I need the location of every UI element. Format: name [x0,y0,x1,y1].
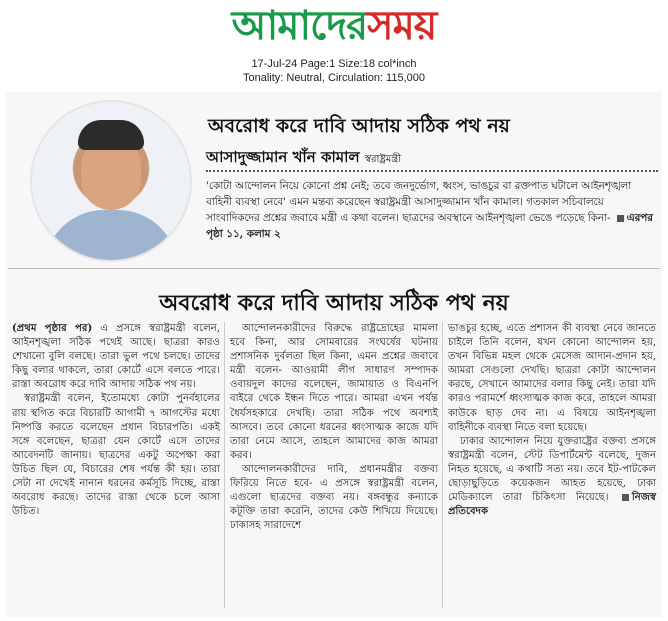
lead-quote [206,178,654,242]
clip-meta-date: 17-Jul-24 Page:1 Size:18 col*inch [251,58,417,70]
paragraph-text: ঢাকার আন্দোলন নিয়ে যুক্তরাষ্ট্রের বক্তব্য প্রসঙ্গে স্বরাষ্ট্রমন্ত্রী বলেন, স্টেট ডিপার্টমেন্ট বলেছে, দুজন নিহত হয়েছে, এ কথাটি সত্য নয়। তবে ইট-পাটকেল ছোড়াছুড়িতে কয়েকজন আহত হয়েছে, ঢাকা মেডিক্যালে তারা চিকিৎসা নিয়েছে। [448,435,656,504]
clip-meta-tonality: Tonality: Neutral, Circulation: 115,000 [242,72,425,84]
article-column-2 [230,322,438,533]
paragraph [12,322,220,392]
column-divider [442,322,443,608]
column-divider [224,322,225,608]
author-name: আসাদুজ্জামান খাঁন কামাল [206,148,360,166]
paragraph: আন্দোলনকারীদের বিরুদ্ধে রাষ্ট্রদ্রোহের মামলা হবে কিনা, আর সোমবারের সংঘর্ষের ঘটনায় প্রশাসনিক দুর্বলতা ছিল কিনা, এমন প্রশ্নের জবাবে মন্ত্রী বলেন- আওয়ামী লীগ সাধারণ সম্পাদক ওবায়দুল কাদের বলেছেন, জামায়াত ও বিএনপি বাইরে থেকে ইন্ধন দিতে পারে। আমরা এখন পর্যন্ত ধৈর্যসহকারে দেখছি। তারা সঠিক পথে অবশ্যই আসবে। তবে কোনো ধরনের ধ্বংসাত্মক কাজে যদি তারা নেমে আসে, তাহলে আমাদের কাজ আমরা করব। [230,323,438,461]
paragraph: আন্দোলনকারীদের দাবি, প্রধানমন্ত্রীর বক্তব্য ফিরিয়ে নিতে হবে- এ প্রসঙ্গে স্বরাষ্ট্রমন্ত্রী বলেন, এগুলো ছাত্রদের বক্তব্য নয়। বঙ্গবন্ধুর কন্যাকে কটূক্তি তারা করেনি, তাদের কেউ শিখিয়ে দিয়েছে। ঢাকাসহ সারাদেশে [230,463,438,532]
photo-shirt [44,210,178,262]
paragraph: ভাঙচুর হচ্ছে, এতে প্রশাসন কী ব্যবস্থা নেবে জানতে চাইলে তিনি বলেন, যখন কোনো আন্দোলন হয়, তখন বিভিন্ন মহল থেকে মেসেজ আদান-প্রদান হয়, আমরা সেগুলো দেখছি। ছাত্ররা কোটা আন্দোলন করছে, সেখানে আমাদের বলার কিছু নেই। তারা যদি কারও পরামর্শে ধ্বংসাত্মক কাজ করে, তাহলে আমরা কাউকে ছাড় দেব না। এ বিষয়ে আইনশৃঙ্খলা বাহিনীকে ব্যবস্থা নিতে বলা হয়েছে। [448,323,656,433]
dotted-divider [206,170,658,172]
byline [206,146,401,171]
square-bullet-icon [622,494,629,501]
continued-on: এরপর পৃষ্ঠা ১১, কলাম ২ [206,212,653,240]
paragraph [448,435,656,520]
author-photo [30,100,192,262]
continued-from: (প্রথম পৃষ্ঠার পর) [12,323,93,334]
section-divider [8,268,660,269]
square-bullet-icon [617,215,624,222]
lead-headline: অবরোধ করে দাবি আদায় সঠিক পথ নয় [208,115,510,137]
paragraph: স্বরাষ্ট্রমন্ত্রী বলেন, ইতোমধ্যে কোটা পুনর্বহালের রায় স্থগিত করে বিচারটি আগামী ৭ আগস্টের মধ্যে নিষ্পত্তি করতে বলেছেন প্রধান বিচারপতি। একই সঙ্গে বলেছেন, ছাত্ররা যেন কোর্টে এসে তাদের আবেদনটি জানায়। ছাত্রদের একটু অপেক্ষা করা উচিত ছিল যে, বিচারের শেষ পর্যন্ত কী হয়। তারা সেটা না দেখেই নানান ধরনের কর্মসূচি দিচ্ছে, রাস্তা অবরোধ করছে। তাদের রাস্তা থেকে চলে আসা উচিত। [12,393,220,518]
article-column-3 [448,322,656,519]
article-headline: অবরোধ করে দাবি আদায় সঠিক পথ নয় [159,290,509,316]
masthead [0,0,668,52]
logo-part-2: সময় [367,2,437,49]
article-column-1 [12,322,220,519]
author-title: স্বরাষ্ট্রমন্ত্রী [364,154,402,165]
photo-hair [78,120,144,150]
logo-part-1: আমাদের [231,2,368,49]
reporter-credit: নিজস্ব প্রতিবেদক [448,492,656,518]
paragraph-text: এ প্রসঙ্গে স্বরাষ্ট্রমন্ত্রী বলেন, আইনশৃঙ্খলা সঠিক পথেই আছে। ছাত্ররা কারও শেখানো বুলি বলছে। তারা ভুল পথে চলছে। তাদের কিছু বলার থাকলে, তারা কোর্টে এসে বলতে পারে। রাস্তা অবরোধ করে দাবি আদায় সঠিক পথ নয়। [12,323,220,391]
lead-quote-text: 'কোটা আন্দোলন নিয়ে কোনো প্রশ্ন নেই; তবে জনদুর্ভোগ, ধ্বংস, ভাঙচুর বা রক্তপাত ঘটালে আইনশৃঙ্খলা বাহিনী ব্যবস্থা নেবে' এমন মন্তব্য করেছেন স্বরাষ্ট্রমন্ত্রী আসাদুজ্জামান খাঁন কামাল। গতকাল সচিবালয়ে সাংবাদিকদের প্রশ্নের জবাবে মন্ত্রী এ কথা বলেন। ছাত্রদের অবস্থানে আইনশৃঙ্খলা ভেঙে পড়েছে কিনা- [206,180,632,224]
newspaper-logo [0,0,668,52]
